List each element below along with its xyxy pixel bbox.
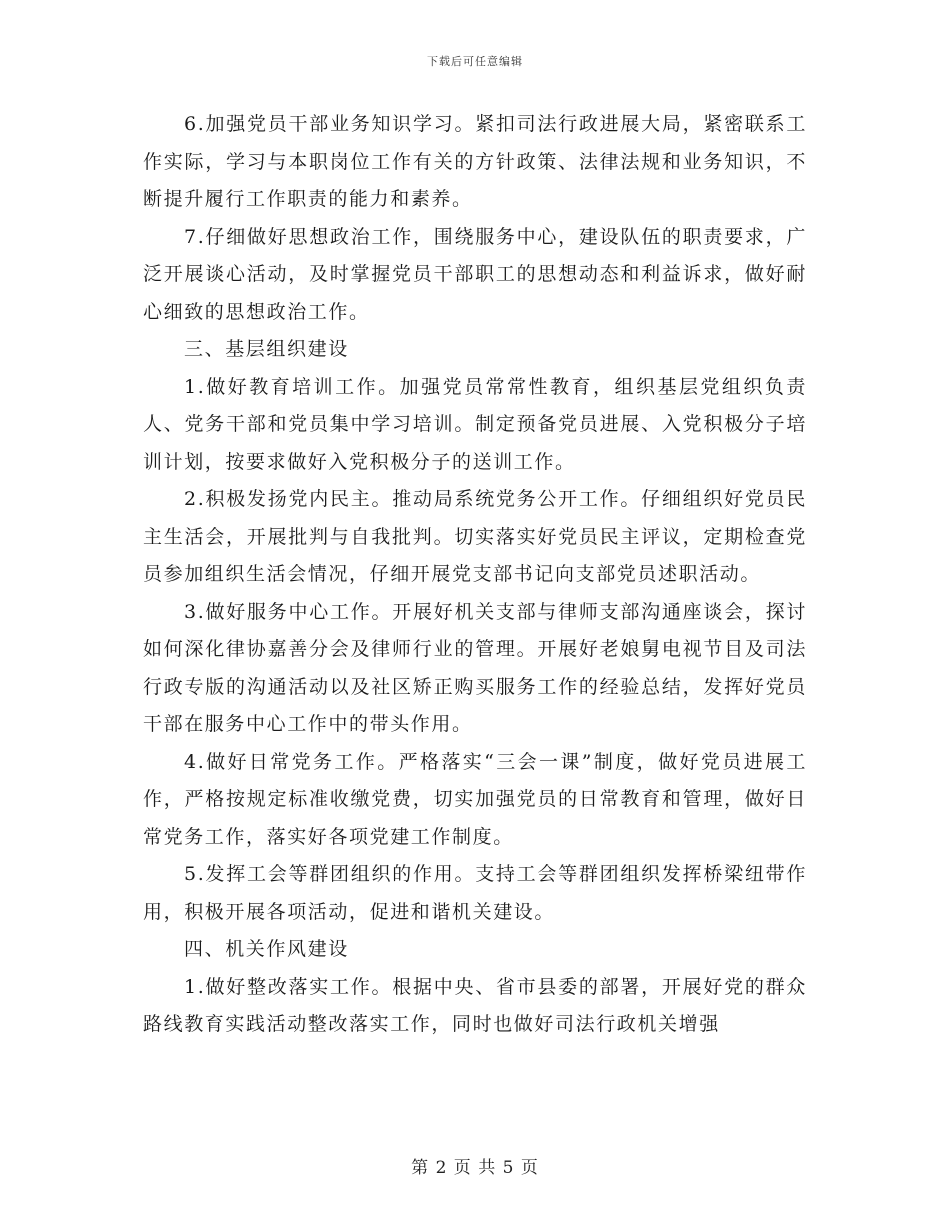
paragraph-item-3: 3.做好服务中心工作。开展好机关支部与律师支部沟通座谈会，探讨如何深化律协嘉善分会及律师行业的管理。开展好老娘舅电视节目及司法行政专版的沟通活动以及社区矫正购买服务工作的经验总结，发挥好党员干部在服务中心工作中的带头作用。 [143, 600, 807, 735]
page-header: 下载后可任意编辑 [427, 55, 523, 68]
section-heading-4: 四、机关作风建设 [184, 938, 349, 960]
page-footer: 第 2 页 共 5 页 [411, 1158, 539, 1178]
paragraph-item-1b: 1.做好整改落实工作。根据中央、省市县委的部署，开展好党的群众路线教育实践活动整改落实工作，同时也做好司法行政机关增强 [143, 975, 807, 1035]
paragraph-item-6: 6.加强党员干部业务知识学习。紧扣司法行政进展大局，紧密联系工作实际，学习与本职岗位工作有关的方针政策、法律法规和业务知识，不断提升履行工作职责的能力和素养。 [143, 113, 807, 210]
paragraph-item-1: 1.做好教育培训工作。加强党员常常性教育，组织基层党组织负责人、党务干部和党员集中学习培训。制定预备党员进展、入党积极分子培训计划，按要求做好入党积极分子的送训工作。 [143, 375, 807, 473]
paragraph-item-4: 4.做好日常党务工作。严格落实“三会一课”制度，做好党员进展工作，严格按规定标准收缴党费，切实加强党员的日常教育和管理，做好日常党务工作，落实好各项党建工作制度。 [143, 750, 807, 848]
document-body [143, 106, 807, 1044]
paragraph-item-7: 7.仔细做好思想政治工作，围绕服务中心，建设队伍的职责要求，广泛开展谈心活动，及时掌握党员干部职工的思想动态和利益诉求，做好耐心细致的思想政治工作。 [143, 225, 807, 323]
paragraph-item-5: 5.发挥工会等群团组织的作用。支持工会等群团组织发挥桥梁纽带作用，积极开展各项活动，促进和谐机关建设。 [143, 863, 807, 923]
paragraph-item-2: 2.积极发扬党内民主。推动局系统党务公开工作。仔细组织好党员民主生活会，开展批判与自我批判。切实落实好党员民主评议，定期检查党员参加组织生活会情况，仔细开展党支部书记向支部党员述职活动。 [143, 488, 807, 585]
section-heading-3: 三、基层组织建设 [184, 338, 349, 360]
